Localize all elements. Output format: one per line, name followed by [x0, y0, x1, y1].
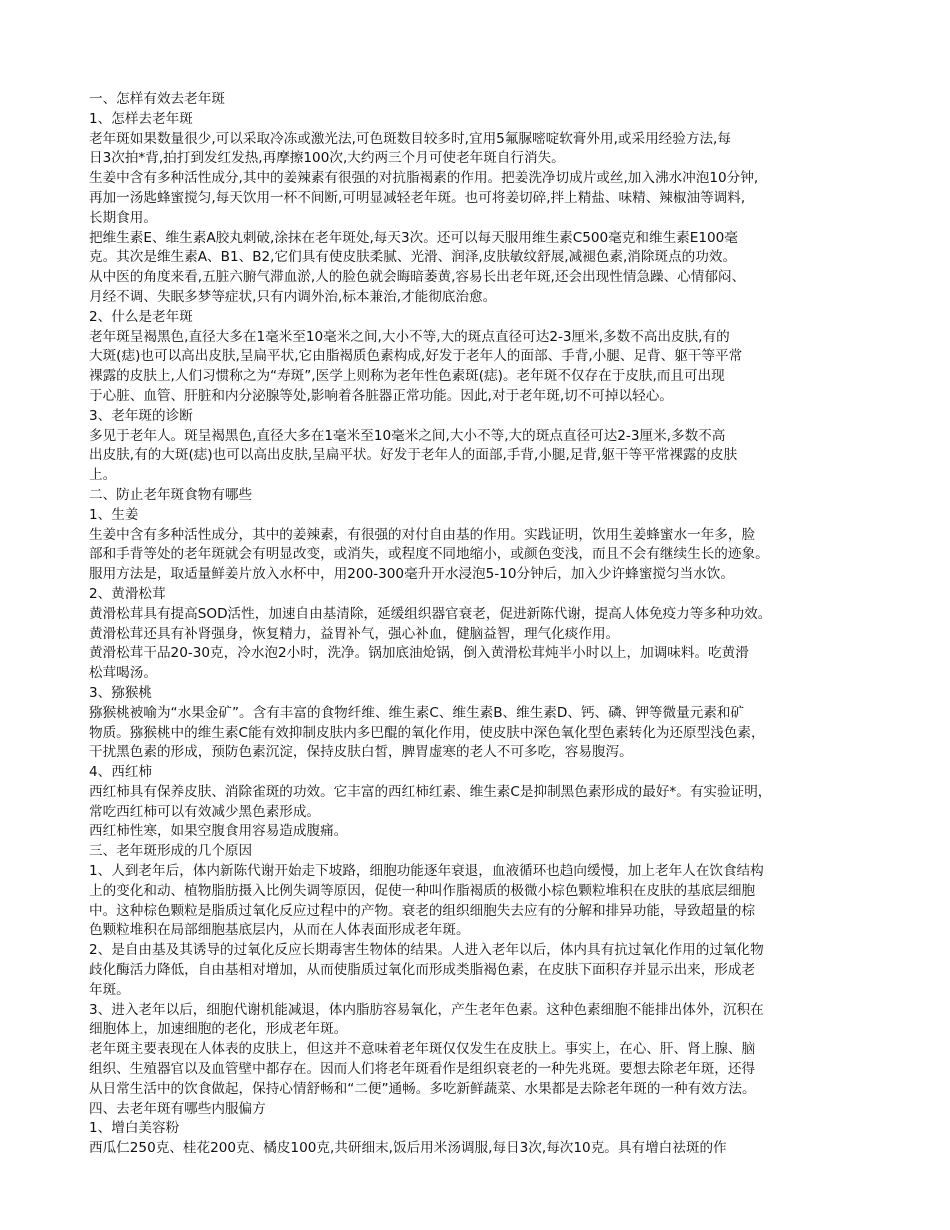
- paragraph-line: 从中医的角度来看,五脏六腑气滞血淤,人的脸色就会晦暗萎黄,容易长出老年斑,还会出现性情急躁、心情郁闷、: [89, 269, 746, 286]
- paragraph-line: 色颗粒堆积在局部细胞基底层内，从而在人体表面形成老年斑。: [89, 922, 470, 939]
- paragraph-line: 黄滑松茸还具有补肾强身，恢复精力，益胃补气，强心补血，健脑益智，理气化痰作用。: [89, 625, 620, 642]
- subsection-heading: 3、老年斑的诊断: [89, 407, 193, 424]
- subsection-heading: 3、猕猴桃: [89, 684, 153, 701]
- document-body: [89, 90, 861, 1159]
- subsection-heading: 西瓜仁250克、桂花200克、橘皮100克,共研细末,饭后用米汤调服,每日3次,每次10克。具有增白祛斑的作: [89, 1140, 727, 1157]
- paragraph-line: 大斑(痣)也可以高出皮肤,呈扁平状,它由脂褐质色素构成,好发于老年人的面部、手背,小腿、足背、躯干等平常: [89, 348, 743, 365]
- paragraph-line: 生姜中含有多种活性成分，其中的姜辣素，有很强的对付自由基的作用。实践证明，饮用生姜蜂蜜水一年多，脸: [89, 526, 756, 543]
- subsection-heading: 2、黄滑松茸: [89, 585, 166, 602]
- paragraph-line: 组织、生殖器官以及血管壁中都存在。因而人们将老年斑看作是组织衰老的一种先兆斑。要想去除老年斑，还得: [89, 1061, 756, 1078]
- paragraph-line: 生姜中含有多种活性成分,其中的姜辣素有很强的对抗脂褐素的作用。把姜洗净切成片或丝,加入沸水冲泡10分钟,: [89, 170, 759, 187]
- subsection-heading: 1、怎样去老年斑: [89, 110, 193, 127]
- paragraph-line: 把维生素E、维生素A胶丸刺破,涂抹在老年斑处,每天3次。还可以每天服用维生素C500毫克和维生素E100毫: [89, 229, 738, 246]
- paragraph-line: 服用方法是，取适量鲜姜片放入水杯中，用200-300毫升开水浸泡5-10分钟后，加入少许蜂蜜搅匀当水饮。: [89, 566, 734, 583]
- paragraph-line: 上。: [89, 467, 117, 484]
- paragraph-line: 出皮肤,有的大斑(痣)也可以高出皮肤,呈扁平状。好发于老年人的面部,手背,小腿,足背,躯干等平常裸露的皮肤: [89, 447, 738, 464]
- paragraph-line: 歧化酶活力降低，自由基相对增加，从而使脂质过氧化而形成类脂褐色素，在皮肤下面积存并显示出来，形成老: [89, 962, 756, 979]
- paragraph-line: 中。这种棕色颗粒是脂质过氧化反应过程中的产物。衰老的组织细胞失去应有的分解和排异功能，导致超量的棕: [89, 902, 756, 919]
- paragraph-line: 西红柿性寒，如果空腹食用容易造成腹痛。: [89, 823, 348, 840]
- paragraph-line: 黄滑松茸具有提高SOD活性，加速自由基清除，延缓组织器官衰老，促进新陈代谢，提高人体免疫力等多种功效。: [89, 605, 772, 622]
- subsection-heading: 4、西红柿: [89, 764, 153, 781]
- paragraph-line: 黄滑松茸干品20-30克，冷水泡2小时，洗净。锅加底油炝锅，倒入黄滑松茸炖半小时以上，加调味料。吃黄滑: [89, 645, 749, 662]
- subsection-heading: 1、生姜: [89, 506, 139, 523]
- paragraph-line: 四、去老年斑有哪些内服偏方: [89, 1100, 266, 1117]
- paragraph-line: 多见于老年人。斑呈褐黑色,直径大多在1毫米至10毫米之间,大小不等,大的斑点直径可达2-3厘米,多数不高: [89, 427, 726, 444]
- paragraph-line: 干扰黑色素的形成，预防色素沉淀，保持皮肤白皙，脾胃虚寒的老人不可多吃，容易腹泻。: [89, 744, 633, 761]
- paragraph-line: 再加一汤匙蜂蜜搅匀,每天饮用一杯不间断,可明显减轻老年斑。也可将姜切碎,拌上精盐、味精、辣椒油等调料,: [89, 189, 746, 206]
- section-heading: 1、增白美容粉: [89, 1120, 180, 1137]
- paragraph-line: 从日常生活中的饮食做起，保持心情舒畅和“二便”通畅。多吃新鲜蔬菜、水果都是去除老年斑的一种有效方法。: [89, 1080, 756, 1097]
- paragraph-line: 常吃西红柿可以有效减少黑色素形成。: [89, 803, 321, 820]
- paragraph-line: 年斑。: [89, 981, 130, 998]
- paragraph-line: 西红柿具有保养皮肤、消除雀斑的功效。它丰富的西红柿红素、维生素C是抑制黑色素形成的最好*。有实验证明，: [89, 783, 772, 800]
- paragraph-line: 老年斑呈褐黑色,直径大多在1毫米至10毫米之间,大小不等,大的斑点直径可达2-3厘米,多数不高出皮肤,有的: [89, 328, 730, 345]
- paragraph-line: 老年斑主要表现在人体表的皮肤上，但这并不意味着老年斑仅仅发生在皮肤上。事实上，在心、肝、肾上腺、脑: [89, 1041, 756, 1058]
- paragraph-line: 猕猴桃被喻为“水果金矿”。含有丰富的食物纤维、维生素C、维生素B、维生素D、钙、磷、钾等微量元素和矿: [89, 704, 745, 721]
- paragraph-line: 松茸喝汤。: [89, 665, 157, 682]
- section-heading: 三、老年斑形成的几个原因: [89, 843, 253, 860]
- paragraph-line: 3、进入老年以后，细胞代谢机能减退，体内脂肪容易氧化，产生老年色素。这种色素细胞不能排出体外，沉积在: [89, 1001, 764, 1018]
- paragraph-line: 部和手背等处的老年斑就会有明显改变，或消失，或程度不同地缩小，或颜色变浅，而且不会有继续生长的迹象。: [89, 546, 769, 563]
- subsection-heading: 2、什么是老年斑: [89, 308, 193, 325]
- paragraph-line: 于心脏、血管、肝脏和内分泌腺等处,影响着各脏器正常功能。因此,对于老年斑,切不可掉以轻心。: [89, 387, 673, 404]
- paragraph-line: 长期食用。: [89, 209, 157, 226]
- paragraph-line: 细胞体上，加速细胞的老化，形成老年斑。: [89, 1021, 348, 1038]
- paragraph-line: 裸露的皮肤上,人们习惯称之为“寿斑”,医学上则称为老年性色素斑(痣)。老年斑不仅存在于皮肤,而且可出现: [89, 368, 725, 385]
- paragraph-line: 克。其次是维生素A、B1、B2,它们具有使皮肤柔腻、光滑、润泽,皮肤敏纹舒展,减褪色素,消除斑点的功效。: [89, 249, 737, 266]
- paragraph-line: 老年斑如果数量很少,可以采取冷冻或激光法,可色斑数目较多时,宜用5氟脲嘧啶软膏外用,或采用经验方法,每: [89, 130, 731, 147]
- section-heading: 一、怎样有效去老年斑: [89, 91, 225, 107]
- section-heading: 二、防止老年斑食物有哪些: [89, 486, 253, 503]
- paragraph-line: 日3次拍*背,拍打到发红发热,再摩擦100次,大约两三个月可使老年斑自行消失。: [89, 150, 565, 167]
- paragraph-line: 月经不调、失眠多梦等症状,只有内调外治,标本兼治,才能彻底治愈。: [89, 288, 497, 305]
- paragraph-line: 上的变化和动、植物脂肪摄入比例失调等原因，促使一种叫作脂褐质的极微小棕色颗粒堆积在皮肤的基底层细胞: [89, 882, 756, 899]
- paragraph-line: 2、是自由基及其诱导的过氧化反应长期毒害生物体的结果。人进入老年以后，体内具有抗过氧化作用的过氧化物: [89, 942, 764, 959]
- paragraph-line: 1、人到老年后，体内新陈代谢开始走下坡路，细胞功能逐年衰退，血液循环也趋向缓慢，加上老年人在饮食结构: [89, 863, 764, 880]
- paragraph-line: 物质。猕猴桃中的维生素C能有效抑制皮肤内多巴醌的氧化作用，使皮肤中深色氧化型色素转化为还原型浅色素，: [89, 724, 765, 741]
